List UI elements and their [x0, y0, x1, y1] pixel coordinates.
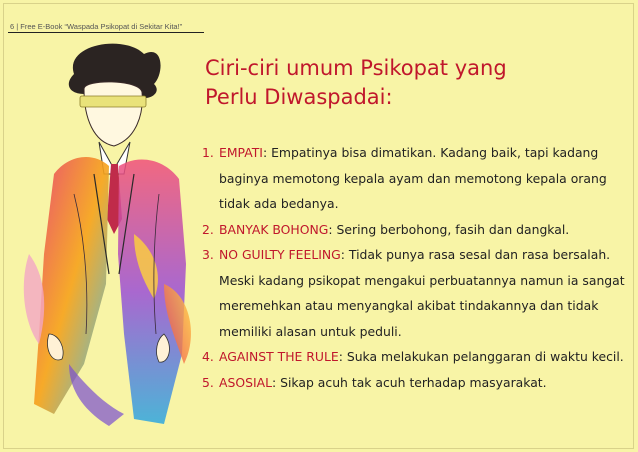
item-term: NO GUILTY FEELING	[219, 247, 341, 262]
item-term: BANYAK BOHONG	[219, 221, 329, 237]
item-number: 3.	[202, 247, 214, 262]
item-number: 1.	[202, 145, 214, 160]
psychopath-illustration	[14, 34, 204, 430]
header-rule	[8, 32, 204, 33]
item-term: ASOSIAL	[219, 374, 272, 390]
item-term: EMPATI	[219, 145, 263, 160]
title-line-2: Perlu Diwaspadai:	[205, 85, 393, 109]
page-header: 6 | Free E-Book “Waspada Psikopat di Sekitar Kita!”	[10, 22, 183, 31]
item-separator: :	[272, 374, 277, 390]
title-line-1: Ciri-ciri umum Psikopat yang	[205, 56, 507, 80]
list-item	[202, 370, 632, 396]
item-text: Tidak punya rasa sesal dan rasa bersalah. Meski kadang psikopat mengakui perbuatannya namun ia sangat meremehkan atau menyangkal akibat tindakannya dan tidak memiliki alasan untuk peduli.	[219, 247, 625, 339]
item-text: Sikap acuh tak acuh terhadap masyarakat.	[276, 374, 547, 390]
traits-list	[202, 140, 632, 395]
item-number: 2.	[202, 221, 214, 237]
item-text: Suka melakukan pelanggaran di waktu kecil.	[342, 349, 624, 364]
item-text: Empatinya bisa dimatikan. Kadang baik, tapi kadang baginya memotong kepala ayam dan memotong kepala orang tidak ada bedanya.	[219, 145, 607, 211]
item-separator: :	[340, 247, 345, 262]
item-term: AGAINST THE RULE	[219, 349, 339, 364]
list-item	[202, 217, 632, 243]
page-title	[205, 54, 625, 112]
item-number: 5.	[202, 374, 214, 390]
list-item	[202, 344, 632, 370]
item-separator: :	[338, 349, 343, 364]
list-item	[202, 242, 632, 344]
item-separator: :	[328, 221, 333, 237]
item-number: 4.	[202, 349, 214, 364]
item-separator: :	[262, 145, 268, 160]
list-item	[202, 140, 632, 217]
item-text: Sering berbohong, fasih dan dangkal.	[332, 221, 570, 237]
